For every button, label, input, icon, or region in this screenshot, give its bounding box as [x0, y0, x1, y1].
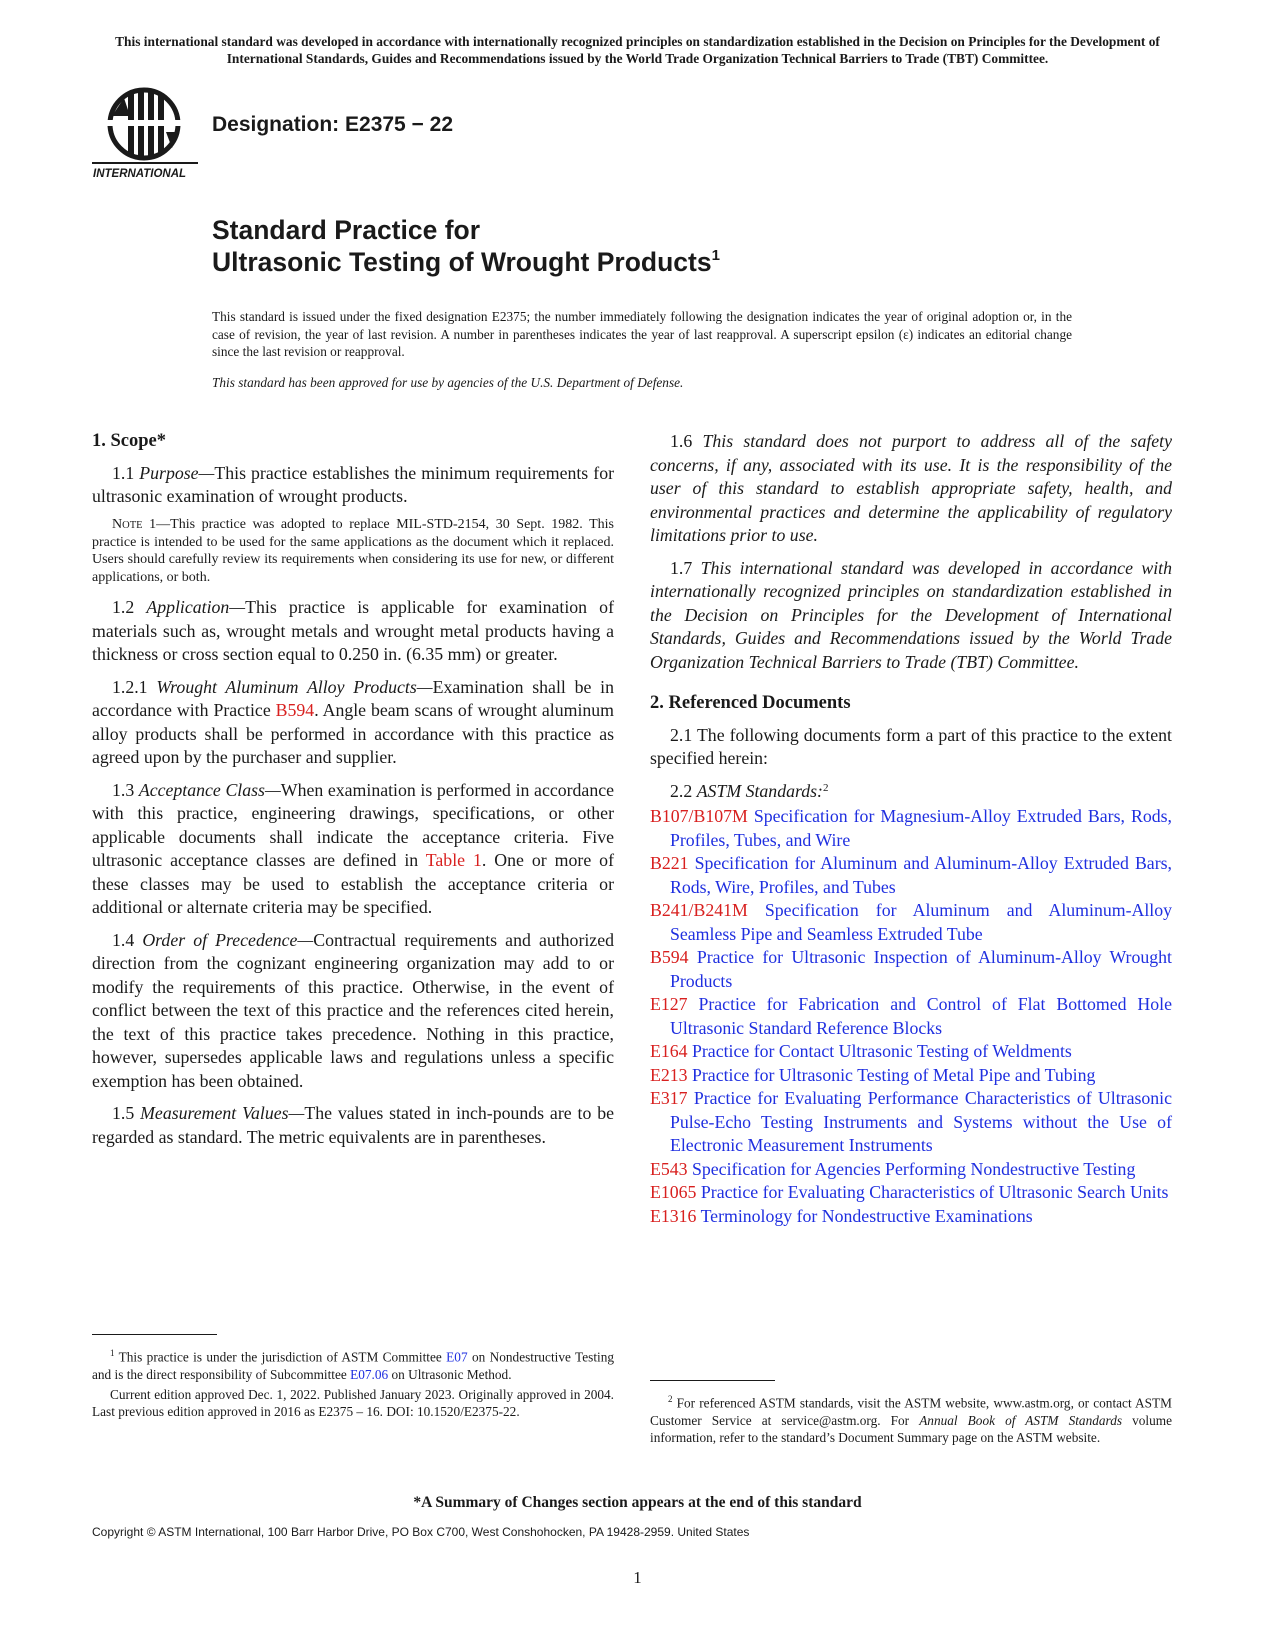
logo-text: INTERNATIONAL	[93, 168, 187, 180]
para-1-6: 1.6 This standard does not purport to address all of the safety concerns, if any, associated with its use. It is the responsibility of the user of this standard to establish appropriate safety, health, and environmental practices and determine the applicability of regulatory limitations prior to use.	[650, 431, 1172, 545]
para-1-1: 1.1 Purpose—This practice establishes the minimum requirements for ultrasonic examination of wrought products.	[92, 462, 615, 506]
para-1-2: 1.2 Application—This practice is applicable for examination of materials such as, wrought metals and wrought metal products having a thickness or cross section equal to 0.250 in. (6.35 mm) or greater.	[92, 597, 614, 665]
astm-logo-graphic	[92, 86, 198, 180]
astm-logo-icon	[92, 86, 198, 180]
ref-item[interactable]: E543 Specification for Agencies Performing Nondestructive Testing	[650, 1158, 1136, 1179]
title-text: Ultrasonic Testing of Wrought Products	[212, 247, 712, 277]
ref-item[interactable]: B107/B107M Specification for Magnesium-Alloy Extruded Bars, Rods, Profiles, Tubes, and Wire	[650, 806, 1172, 850]
ref-item[interactable]: E127 Practice for Fabrication and Control of Flat Bottomed Hole Ultrasonic Standard Reference Blocks	[650, 994, 1172, 1038]
referenced-documents-list	[650, 805, 1172, 1228]
footnote-2-block	[650, 1380, 1172, 1449]
ref-item[interactable]: E164 Practice for Contact Ultrasonic Testing of Weldments	[650, 1041, 1072, 1061]
left-column	[92, 430, 614, 1158]
copyright: Copyright © ASTM International, 100 Barr Harbor Drive, PO Box C700, West Conshohocken, PA 19428-2959. United States	[92, 1525, 750, 1539]
link-e07[interactable]: E07	[446, 1349, 468, 1365]
link-b594[interactable]: B594	[275, 700, 315, 721]
footnote-rule	[650, 1380, 775, 1381]
para-1-3: 1.3 Acceptance Class—When examination is performed in accordance with this practice, engineering drawings, specifications, or other applicable documents shall indicate the acceptance criteria. Five ultrasonic acceptance classes are defined in Table 1. One or more of these classes may be used to establish the acceptance criteria or additional or alternate criteria may be specified.	[92, 779, 614, 918]
ref-item[interactable]: E1316 Terminology for Nondestructive Examinations	[650, 1205, 1033, 1226]
ref-item[interactable]: B594 Practice for Ultrasonic Inspection of Aluminum-Alloy Wrought Products	[650, 947, 1172, 991]
ref-item[interactable]: E317 Practice for Evaluating Performance Characteristics of Ultrasonic Pulse-Echo Testing Instruments and Systems without the Use of Electronic Measurement Instruments	[650, 1088, 1172, 1155]
dod-note: This standard has been approved for use by agencies of the U.S. Department of Defense.	[212, 375, 684, 390]
para-1-5: 1.5 Measurement Values—The values stated in inch-pounds are to be regarded as standard. The metric equivalents are in parentheses.	[92, 1103, 614, 1147]
note-1: NOTE 1—This practice was adopted to replace MIL-STD-2154, 30 Sept. 1982. This practice is intended to be used for the same applications as the document which it replaced. Users should carefully review its requirements when considering its use for new, or different applications, or both.	[92, 516, 614, 585]
footnote-1-block	[92, 1334, 614, 1424]
right-column	[650, 430, 1172, 1228]
title-footnote-mark: 1	[711, 247, 720, 264]
ref-item[interactable]: E1065 Practice for Evaluating Characteristics of Ultrasonic Search Units	[650, 1182, 1169, 1202]
para-2-2: 2.2 ASTM Standards:$^2$	[670, 780, 829, 801]
footnote-1: $^1$ This practice is under the jurisdiction of ASTM Committee E07 on Nondestructive Testing and is the direct responsibility of Subcommittee E07.06 on Ultrasonic Method.	[92, 1348, 614, 1382]
section-heading-referenced-documents: 2. Referenced Documents	[650, 693, 851, 713]
link-e07-06[interactable]: E07.06	[350, 1366, 389, 1382]
footnote-rule	[92, 1334, 217, 1335]
footnote-2: $^2$ For referenced ASTM standards, visit the ASTM website, www.astm.org, or contact ASTM Customer Service at service@astm.org. For Annual Book of ASTM Standards volume information, refer to the standard’s Document Summary page on the ASTM website.	[650, 1394, 1172, 1446]
summary-of-changes-note: *A Summary of Changes section appears at the end of this standard	[413, 1494, 862, 1511]
link-table-1[interactable]: Table 1	[425, 850, 482, 871]
page-number: 1	[633, 1568, 642, 1587]
title-line-2	[212, 246, 720, 278]
document-title	[212, 214, 720, 278]
tbt-banner: This international standard was developed in accordance with internationally recognized principles on standardization established in the Decision on Principles for the Development of International Standards, Guides and Recommendations issued by the World Trade Organization Technical Barriers to Trade (TBT) Committee.	[115, 34, 1160, 66]
footnote-1-edition: Current edition approved Dec. 1, 2022. Published January 2023. Originally approved in 2004. Last previous edition approved in 2016 as E2375 – 16. DOI: 10.1520/E2375-22.	[92, 1387, 614, 1420]
issued-note: This standard is issued under the fixed designation E2375; the number immediately following the designation indicates the year of original adoption or, in the case of revision, the year of last revision. A number in parentheses indicates the year of last reapproval. A superscript epsilon (ε) indicates an editorial change since the last revision or reapproval.	[212, 309, 1072, 359]
para-1-2-1: 1.2.1 Wrought Aluminum Alloy Products—Examination shall be in accordance with Practice B594. Angle beam scans of wrought aluminum alloy products shall be performed in accordance with this practice as agreed upon by the purchaser and supplier.	[92, 676, 614, 768]
section-heading-scope: 1. Scope*	[92, 431, 166, 451]
designation: Designation: E2375 − 22	[212, 113, 454, 136]
para-2-1: 2.1 The following documents form a part of this practice to the extent specified herein:	[650, 724, 1172, 768]
ref-item[interactable]: B241/B241M Specification for Aluminum and Aluminum-Alloy Seamless Pipe and Seamless Extruded Tube	[650, 900, 1172, 944]
title-line-1: Standard Practice for	[212, 215, 481, 245]
para-1-4: 1.4 Order of Precedence—Contractual requirements and authorized direction from the cognizant engineering organization may add to or modify the requirements of this practice. Otherwise, in the event of conflict between the text of this practice and the references cited herein, the text of this practice takes precedence. Nothing in this practice, however, supersedes applicable laws and regulations unless a specific exemption has been obtained.	[92, 929, 614, 1091]
ref-item[interactable]: E213 Practice for Ultrasonic Testing of Metal Pipe and Tubing	[650, 1064, 1096, 1085]
ref-item[interactable]: B221 Specification for Aluminum and Aluminum-Alloy Extruded Bars, Rods, Wire, Profiles, and Tubes	[650, 853, 1172, 897]
para-1-7: 1.7 This international standard was developed in accordance with internationally recognized principles on standardization established in the Decision on Principles for the Development of International Standards, Guides and Recommendations issued by the World Trade Organization Technical Barriers to Trade (TBT) Committee.	[650, 557, 1172, 672]
